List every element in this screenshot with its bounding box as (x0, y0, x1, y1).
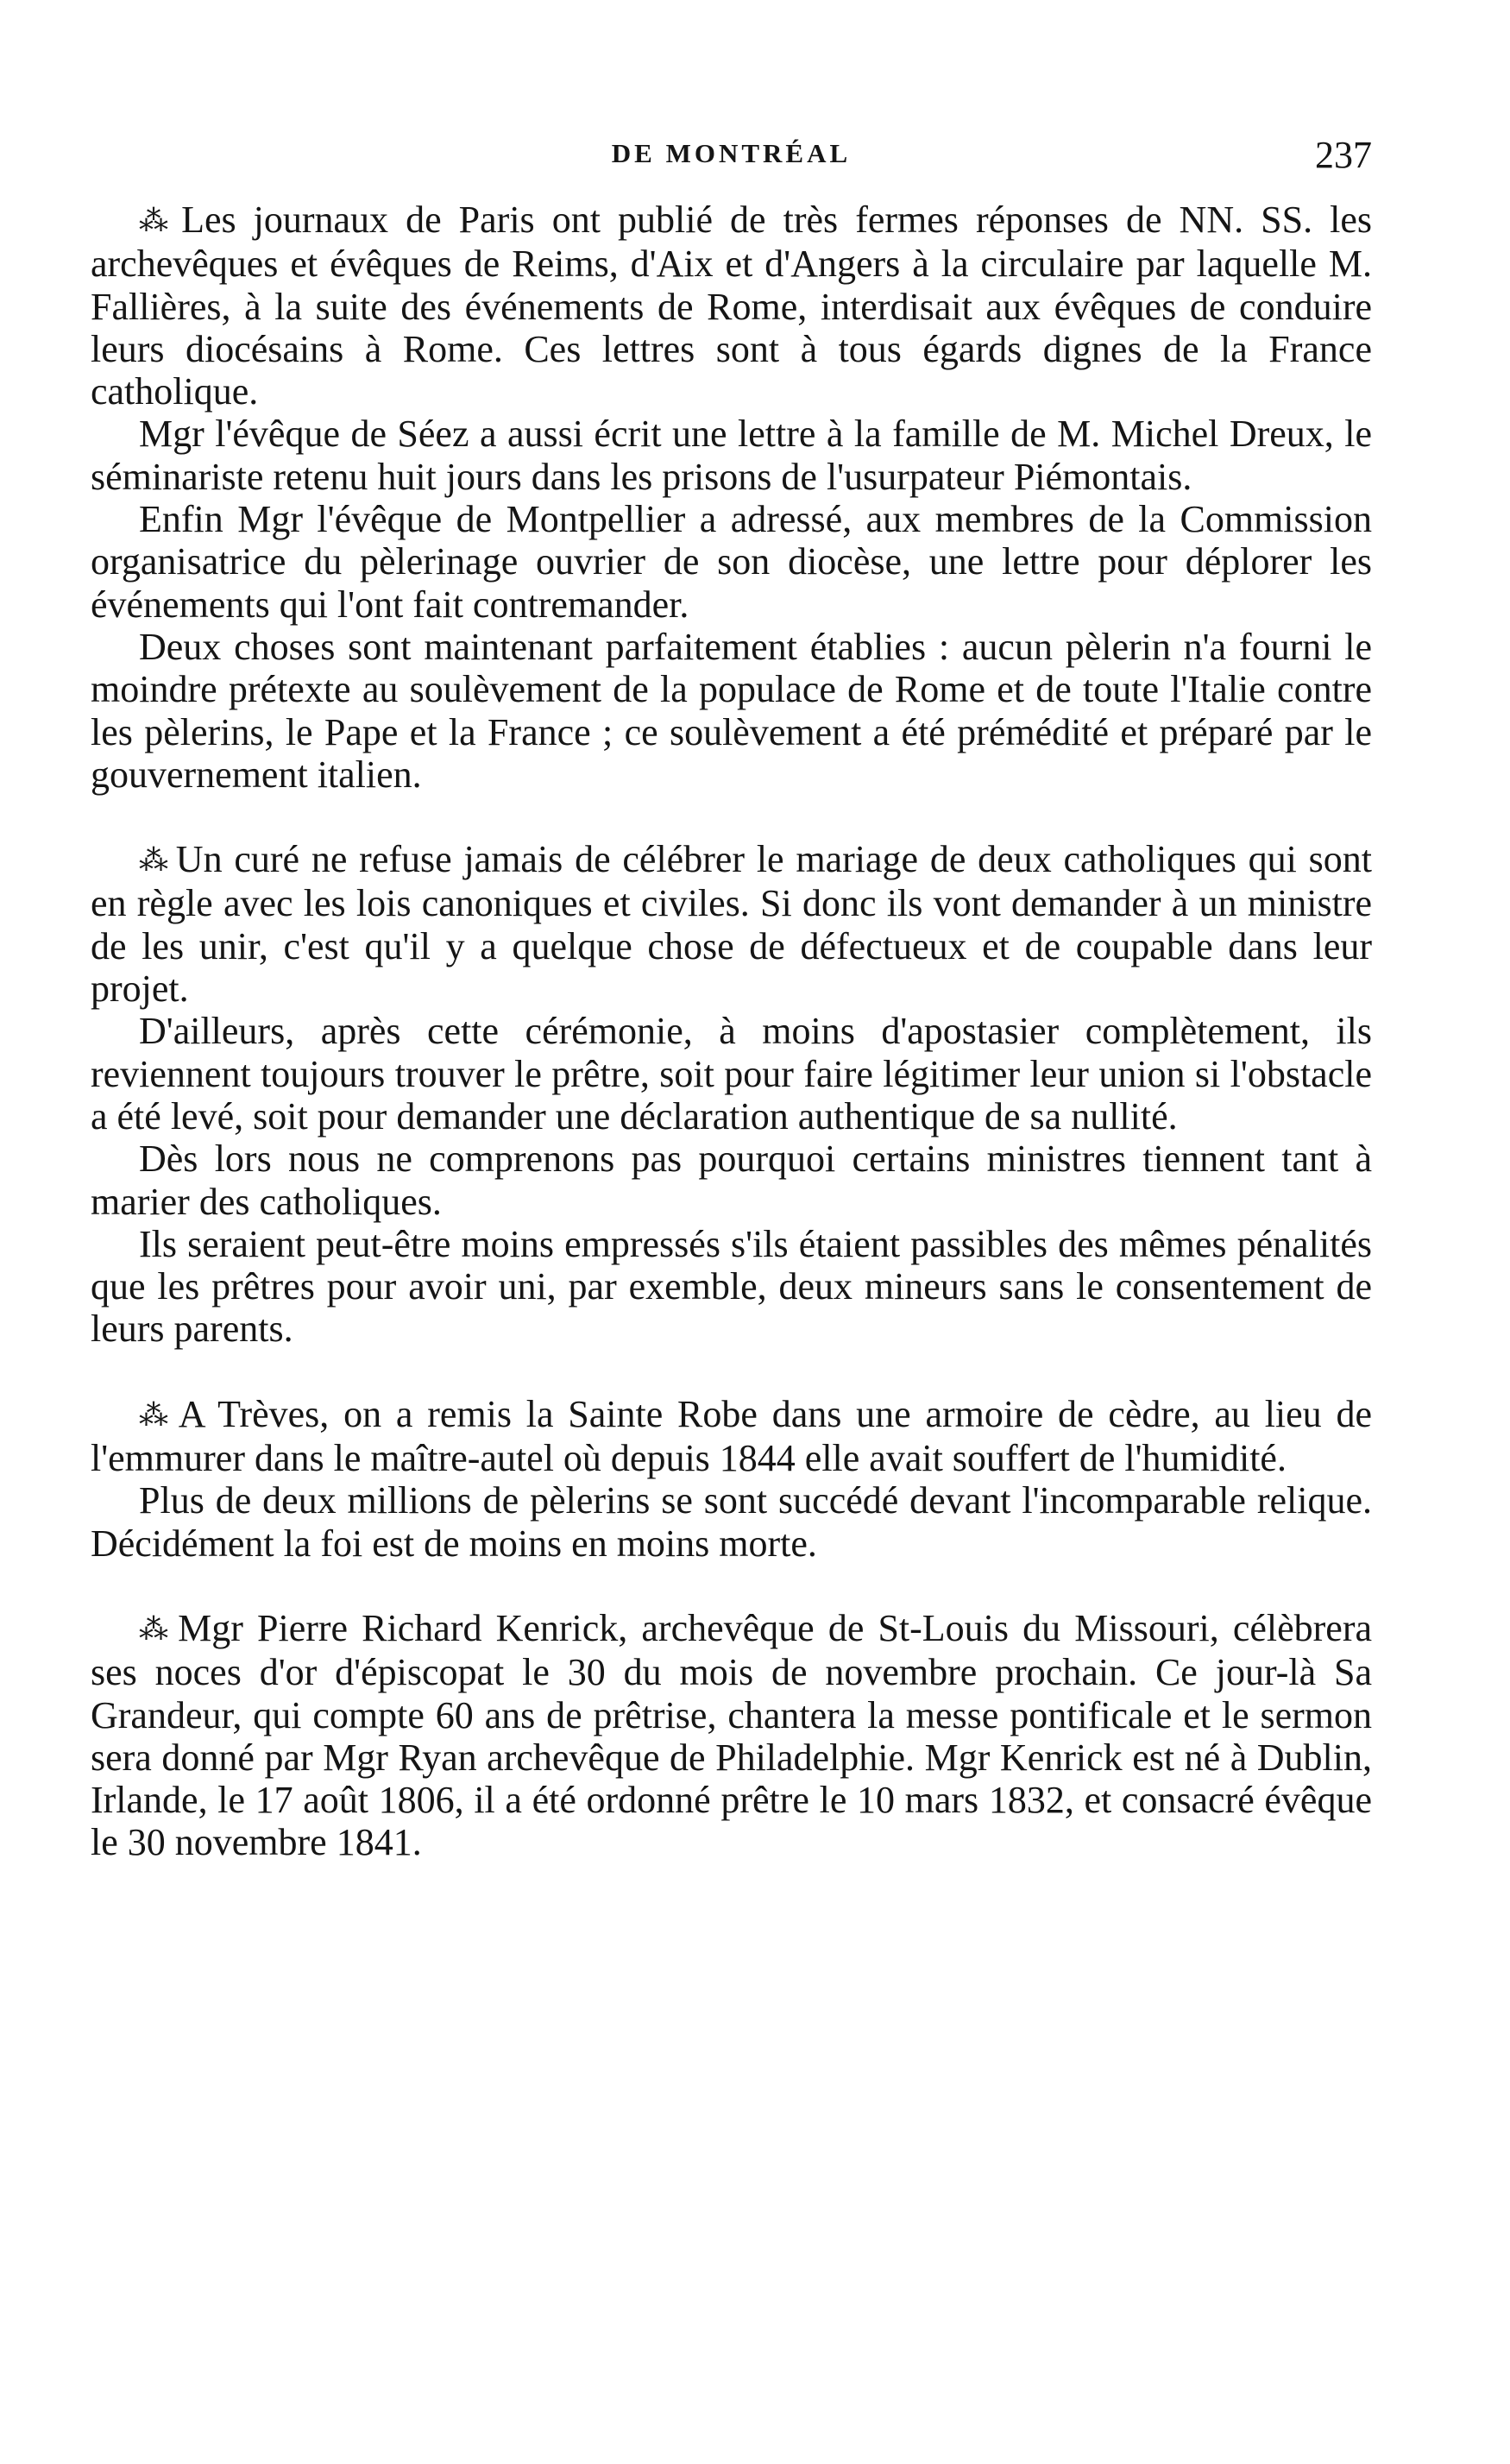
paragraph: D'ailleurs, après cette cérémonie, à moins d'apostasier complètement, ils reviennent toujours trouver le prêtre, soit pour faire légitimer leur union si l'obstacle a été levé, soit pour demander une déclaration authentique de sa nullité. (91, 1010, 1372, 1137)
paragraph: ⁂ A Trèves, on a remis la Sainte Robe dans une armoire de cèdre, au lieu de l'emmurer dans le maître-autel où depuis 1844 elle avait souffert de l'humidité. (91, 1392, 1372, 1480)
running-head (91, 134, 1372, 199)
page-number: 237 (1315, 134, 1372, 176)
section-asterism: ⁂ (139, 845, 169, 878)
section-gap (91, 796, 1372, 838)
paragraph: Deux choses sont maintenant parfaitement établies : aucun pèlerin n'a fourni le moindre prétexte au soulèvement de la populace de Rome et de toute l'Italie contre les pèlerins, le Pape et la France ; ce soulèvement a été prémédité et préparé par le gouvernement italien. (91, 625, 1372, 796)
paragraph: ⁂ Mgr Pierre Richard Kenrick, archevêque de St-Louis du Missouri, célèbrera ses noces d'or d'épiscopat le 30 du mois de novembre prochain. Ce jour-là Sa Grandeur, qui compte 60 ans de prêtrise, chantera la messe pontificale et le sermon sera donné par Mgr Ryan archevêque de Philadelphie. Mgr Kenrick est né à Dublin, Irlande, le 17 août 1806, il a été ordonné prêtre le 10 mars 1832, et consacré évêque le 30 novembre 1841. (91, 1606, 1373, 1864)
section-asterism: ⁂ (139, 1399, 172, 1432)
paragraph: Dès lors nous ne comprenons pas pourquoi certains ministres tiennent tant à marier des catholiques. (91, 1137, 1372, 1223)
book-page (91, 134, 1373, 1864)
paragraph: ⁂ Les journaux de Paris ont publié de très fermes réponses de NN. SS. les archevêques et évêques de Reims, d'Aix et d'Angers à la circulaire par laquelle M. Fallières, à la suite des événements de Rome, interdisait aux évêques de conduire leurs diocésains à Rome. Ces lettres sont à tous égards dignes de la France catholique. (91, 199, 1373, 413)
section-gap (91, 1351, 1372, 1393)
paragraph: Plus de deux millions de pèlerins se sont succédé devant l'incomparable relique. Décidément la foi est de moins en moins morte. (91, 1479, 1372, 1565)
paragraph: ⁂ Un curé ne refuse jamais de célébrer le mariage de deux catholiques qui sont en règle avec les lois canoniques et civiles. Si donc ils vont demander à un ministre de les unir, c'est qu'il y a quelque chose de défectueux et de coupable dans leur projet. (91, 838, 1373, 1011)
paragraph: Mgr l'évêque de Séez a aussi écrit une lettre à la famille de M. Michel Dreux, le séminariste retenu huit jours dans les prisons de l'usurpateur Piémontais. (91, 413, 1372, 498)
paragraph: Ils seraient peut-être moins empressés s'ils étaient passibles des mêmes pénalités que les prêtres pour avoir uni, par exemble, deux mineurs sans le consentement de leurs parents. (91, 1222, 1372, 1351)
section-asterism: ⁂ (139, 205, 175, 237)
section-gap (91, 1565, 1372, 1607)
running-title: DE MONTRÉAL (611, 138, 852, 168)
section-asterism: ⁂ (139, 1613, 172, 1646)
paragraph: Enfin Mgr l'évêque de Montpellier a adressé, aux membres de la Commission organisatrice du pèlerinage ouvrier de son diocèse, une lettre pour déplorer les événements qui l'ont fait contremander. (91, 498, 1372, 626)
